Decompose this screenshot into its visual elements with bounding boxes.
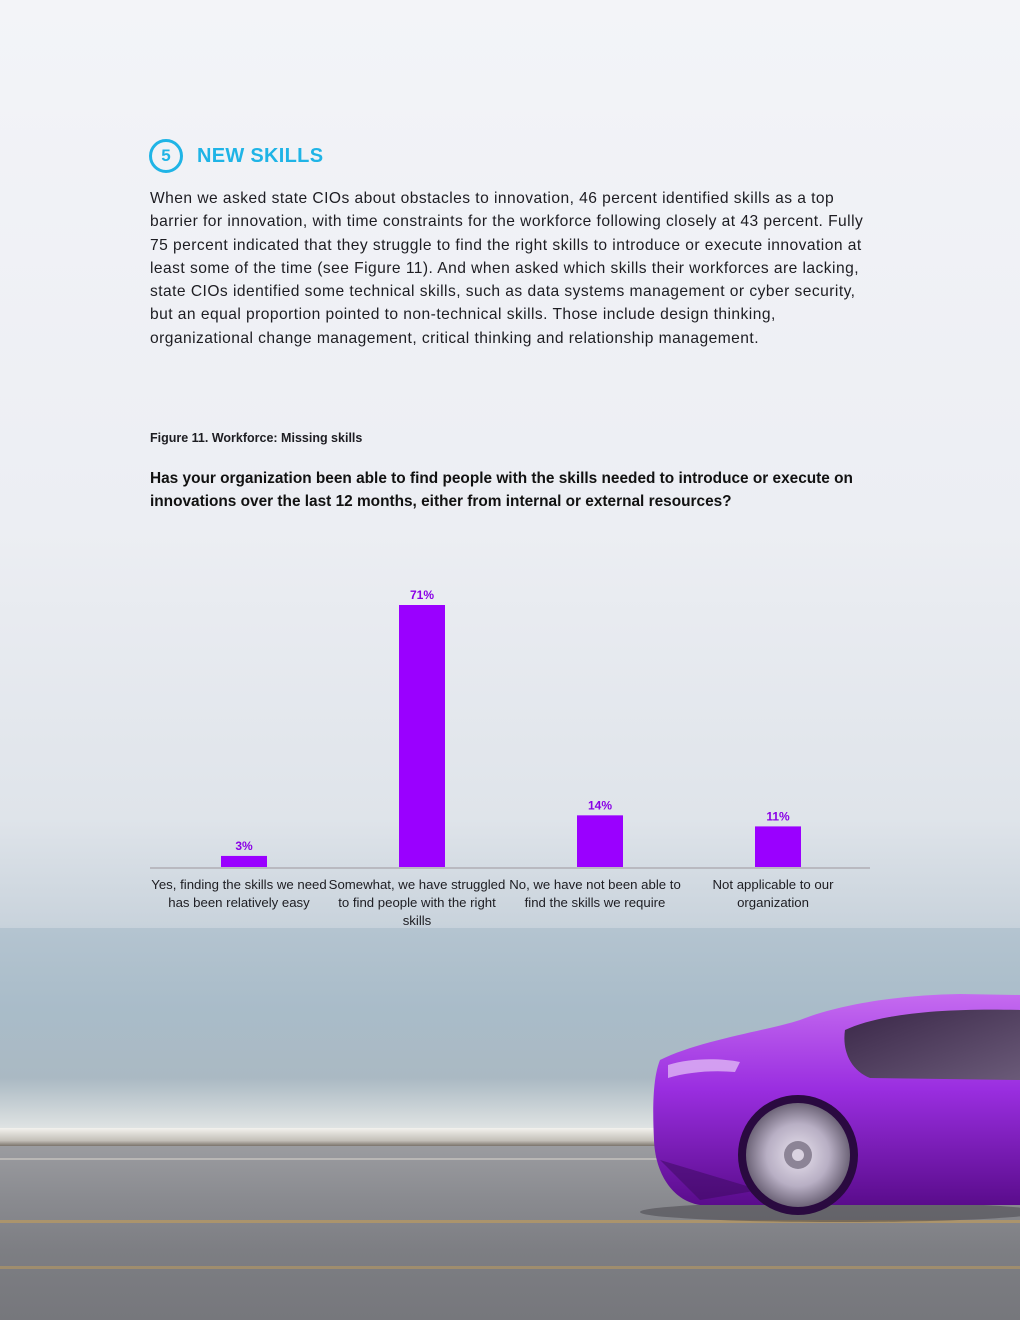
- category-label-4: Not applicable to our organization: [712, 877, 834, 910]
- bar-4: [755, 826, 801, 867]
- bar-2: [399, 605, 445, 867]
- bar-3: [577, 815, 623, 867]
- figure-caption: Figure 11. Workforce: Missing skills: [150, 431, 363, 445]
- bar-1: [221, 856, 267, 867]
- category-label-3: No, we have not been able to find the skills we require: [509, 877, 681, 910]
- category-label-2: Somewhat, we have struggled to find people with the right skills: [328, 877, 506, 928]
- bar-value-label-2: 71%: [409, 588, 435, 602]
- category-label-1: Yes, finding the skills we need has been relatively easy: [151, 877, 327, 910]
- bar-value-label-3: 14%: [587, 798, 613, 813]
- bar-value-label-4: 11%: [766, 809, 790, 824]
- survey-question: Has your organization been able to find people with the skills needed to introduce or execute on innovations over the last 12 months, either from internal or external resources?: [150, 470, 853, 510]
- section-title: NEW SKILLS: [197, 144, 324, 167]
- body-paragraph: When we asked state CIOs about obstacles to innovation, 46 percent identified skills as a top barrier for innovation, with time constraints for the workforce following closely at 43 percent. Fully 75 percent indicated that they struggle to find the right skills to introduce or execute innovation at least some of the time (see Figure 11). And when asked which skills their workforces are lacking, state CIOs identified some technical skills, such as data systems management or cyber security, but an equal proportion pointed to non-technical skills. Those include design thinking, organizational change management, critical thinking and relationship management.: [150, 190, 864, 347]
- bar-value-label-1: 3%: [235, 838, 253, 853]
- section-number: 5: [161, 146, 171, 165]
